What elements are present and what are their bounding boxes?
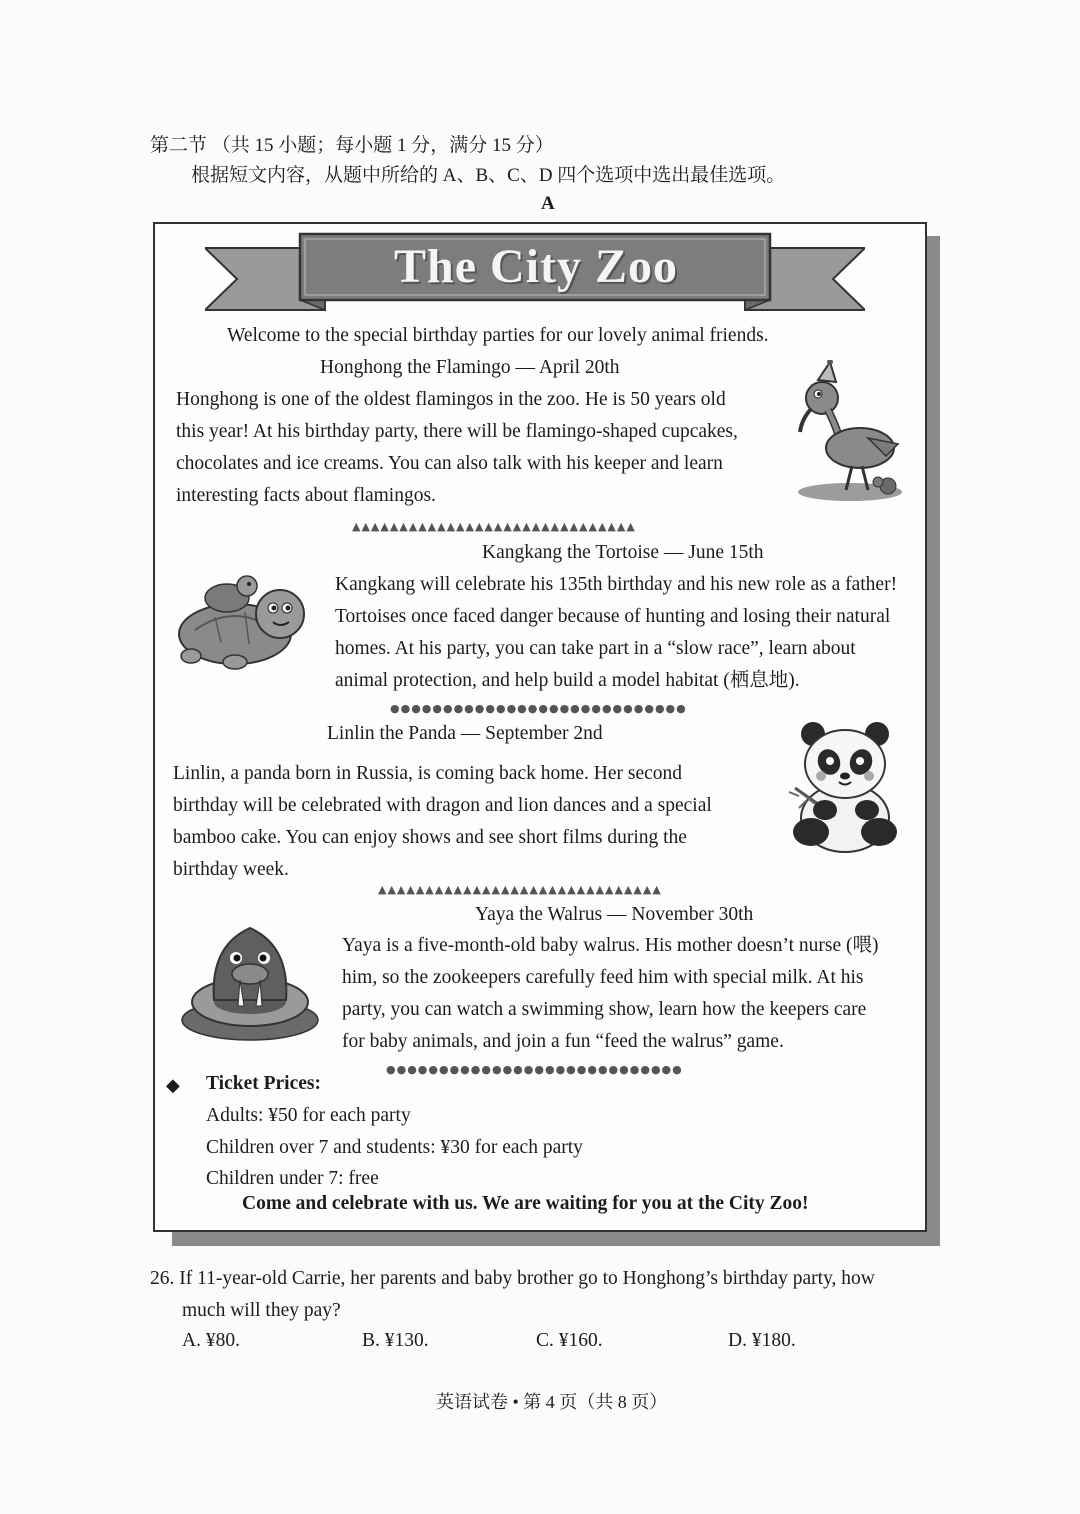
tortoise-line: Tortoises once faced danger because of hunting and losing their natural [335,606,891,627]
welcome-text: Welcome to the special birthday parties for our lovely animal friends. [227,325,769,346]
flamingo-line: this year! At his birthday party, there will be flamingo-shaped cupcakes, [176,421,738,442]
flamingo-line: interesting facts about flamingos. [176,485,436,506]
panda-line: bamboo cake. You can enjoy shows and see short films during the [173,827,687,848]
closing-text: Come and celebrate with us. We are waiting for you at the City Zoo! [242,1193,809,1214]
flamingo-line: chocolates and ice creams. You can also talk with his keeper and learn [176,453,723,474]
walrus-line: him, so the zookeepers carefully feed him with special milk. At his [342,967,864,988]
question-text-line2: much will they pay? [182,1300,341,1321]
option-b[interactable]: B. ¥130. [362,1330,429,1351]
ticket-price-adults: Adults: ¥50 for each party [206,1105,411,1126]
flamingo-heading: Honghong the Flamingo — April 20th [320,357,620,378]
poster-title: The City Zoo [393,240,678,293]
tortoise-paragraph [335,569,920,697]
diamond-icon: ◆ [166,1075,180,1096]
decorative-divider: ▲▲▲▲▲▲▲▲▲▲▲▲▲▲▲▲▲▲▲▲▲▲▲▲▲▲▲▲▲▲ [352,522,636,532]
tortoise-illustration [175,572,310,672]
panda-line: birthday will be celebrated with dragon and lion dances and a special [173,795,712,816]
page-footer: 英语试卷 • 第 4 页（共 8 页） [436,1392,668,1412]
walrus-line: party, you can watch a swimming show, learn how the keepers care [342,999,867,1020]
walrus-heading: Yaya the Walrus — November 30th [475,904,754,925]
option-d[interactable]: D. ¥180. [728,1330,796,1351]
panda-paragraph [173,758,760,886]
question-text-line1: 26. If 11-year-old Carrie, her parents and baby brother go to Honghong’s birthday party, how [150,1268,875,1289]
walrus-line: for baby animals, and join a fun “feed the walrus” game. [342,1031,784,1052]
flamingo-paragraph [176,384,774,512]
section-instruction: 根据短文内容，从题中所给的 A、B、C、D 四个选项中选出最佳选项。 [191,165,786,186]
flamingo-line: Honghong is one of the oldest flamingos in the zoo. He is 50 years old [176,389,726,410]
section-heading: 第二节 （共 15 小题；每小题 1 分，满分 15 分） [150,135,554,156]
flamingo-illustration [790,360,910,505]
option-c[interactable]: C. ¥160. [536,1330,603,1351]
ticket-price-children-students: Children over 7 and students: ¥30 for each party [206,1137,583,1158]
tortoise-line: Kangkang will celebrate his 135th birthday and his new role as a father! [335,574,898,595]
tortoise-line: homes. At his party, you can take part in a “slow race”, learn about [335,638,856,659]
passage-letter: A [541,193,555,214]
panda-line: Linlin, a panda born in Russia, is coming back home. Her second [173,763,683,784]
walrus-line: Yaya is a five-month-old baby walrus. His mother doesn’t nurse (喂) [342,935,879,956]
tortoise-line: animal protection, and help build a model habitat (栖息地). [335,670,800,691]
panda-line: birthday week. [173,859,289,880]
walrus-illustration [180,920,320,1042]
panda-heading: Linlin the Panda — September 2nd [327,723,603,744]
tortoise-heading: Kangkang the Tortoise — June 15th [482,542,764,563]
option-a[interactable]: A. ¥80. [182,1330,240,1351]
ticket-price-under7: Children under 7: free [206,1168,379,1189]
decorative-divider: ●●●●●●●●●●●●●●●●●●●●●●●●●●●● [390,704,687,714]
walrus-paragraph [342,930,896,1058]
ticket-heading: Ticket Prices: [206,1073,321,1094]
decorative-divider: ●●●●●●●●●●●●●●●●●●●●●●●●●●●● [386,1065,683,1075]
decorative-divider: ▲▲▲▲▲▲▲▲▲▲▲▲▲▲▲▲▲▲▲▲▲▲▲▲▲▲▲▲▲▲ [378,885,662,895]
panda-illustration [785,720,905,855]
